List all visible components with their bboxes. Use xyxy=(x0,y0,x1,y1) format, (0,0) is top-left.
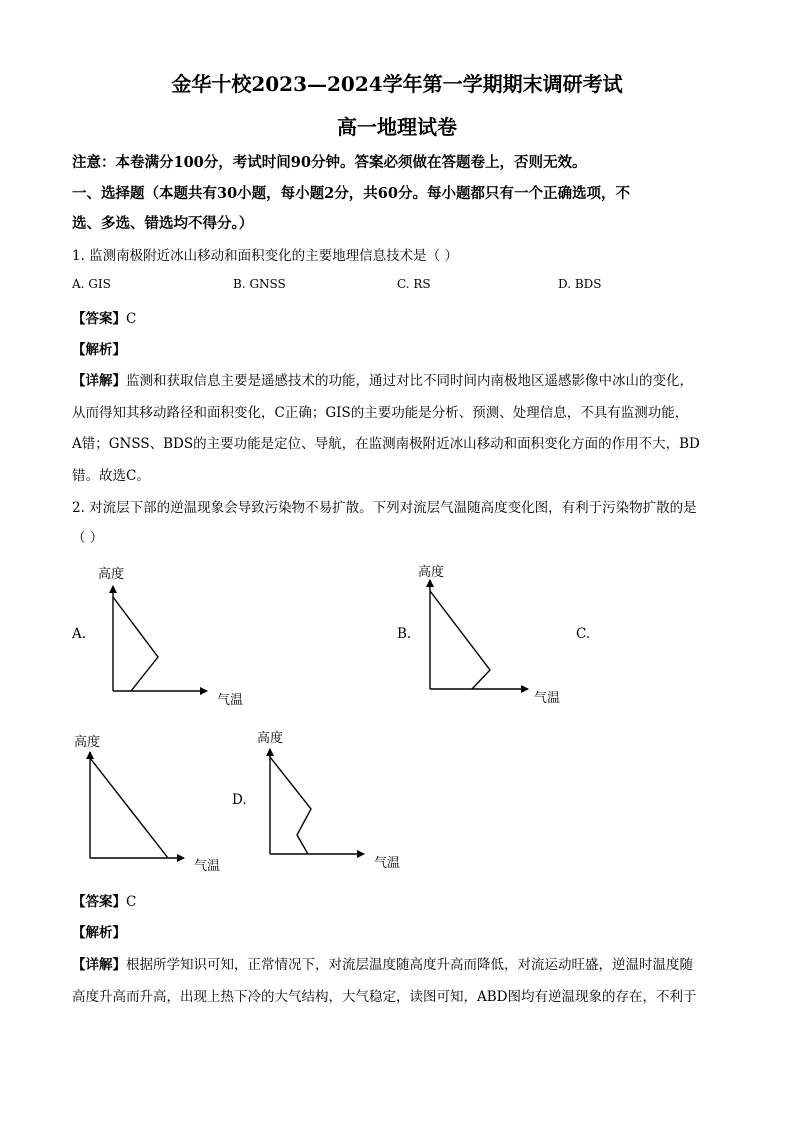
q2-graph-a xyxy=(95,562,255,712)
exam-title: 金华十校2023—2024学年第一学期期末调研考试 xyxy=(171,72,623,96)
q2-answer-value: C xyxy=(126,894,137,910)
q1-option-b: B. GNSS xyxy=(233,277,286,291)
q1-detail-text1: 监测和获取信息主要是遥感技术的功能，通过对比不同时间内南极地区遥感影像中冰山的变化， xyxy=(126,373,693,389)
q1-detail-line1 xyxy=(72,369,693,389)
q2-graph-b xyxy=(412,562,572,712)
q1-option-c: C. RS xyxy=(397,277,431,291)
graph-d-y-label: 高度 xyxy=(257,731,284,746)
graph-c-x-label: 气温 xyxy=(194,859,221,874)
q1-detail-tag: 【详解】 xyxy=(72,373,126,389)
q1-option-a: A. GIS xyxy=(72,277,111,291)
graph-c-y-label: 高度 xyxy=(74,735,101,750)
q2-analysis-tag: 【解析】 xyxy=(72,925,126,941)
q2-stem-line1: 2. 对流层下部的逆温现象会导致污染物不易扩散。下列对流层气温随高度变化图，有利于污染物扩散的是 xyxy=(72,500,697,516)
q1-answer-tag: 【答案】 xyxy=(72,311,126,327)
q2-option-c-label: C. xyxy=(576,626,591,642)
graph-a-temp-curve xyxy=(113,597,158,691)
q1-detail-line3: A错；GNSS、BDS的主要功能是定位、导航，在监测南极附近冰山移动和面积变化方面的作用不大，BD xyxy=(72,436,700,452)
q2-stem-line2: （ ） xyxy=(72,530,104,546)
graph-c-temp-curve xyxy=(90,758,168,858)
q1-analysis-tag: 【解析】 xyxy=(72,342,126,358)
q2-answer-tag: 【答案】 xyxy=(72,894,126,910)
graph-b-x-label: 气温 xyxy=(534,691,561,706)
section-heading-line2: 选、多选、错选均不得分。） xyxy=(72,215,254,232)
q2-graph-d xyxy=(252,727,412,877)
q2-detail-line2: 高度升高而升高，出现上热下冷的大气结构，大气稳定，读图可知，ABD图均有逆温现象的存在，不利于 xyxy=(72,989,697,1005)
q2-detail-tag: 【详解】 xyxy=(72,957,126,973)
q2-option-b-label: B. xyxy=(397,626,412,642)
graph-d-x-label: 气温 xyxy=(374,856,401,871)
q1-answer-line xyxy=(72,307,136,327)
section-heading-line1: 一、选择题（本题共有30小题，每小题2分，共60分。每小题都只有一个正确选项，不 xyxy=(72,185,630,202)
q2-graph-c xyxy=(72,730,232,880)
q1-answer-value: C xyxy=(126,311,137,327)
q2-detail-text1: 根据所学知识可知，正常情况下，对流层温度随高度升高而降低，对流运动旺盛，逆温时温度随 xyxy=(126,957,693,973)
q1-detail-line2: 从而得知其移动路径和面积变化，C正确；GIS的主要功能是分析、预测、处理信息，不具有监测功能， xyxy=(72,405,689,421)
graph-a-y-label: 高度 xyxy=(98,567,125,582)
graph-b-y-label: 高度 xyxy=(418,565,445,580)
graph-b-temp-curve xyxy=(430,591,490,689)
q2-answer-line xyxy=(72,890,136,910)
graph-d-temp-curve xyxy=(270,757,311,854)
q2-option-a-label: A. xyxy=(72,626,87,642)
exam-subtitle: 高一地理试卷 xyxy=(337,115,457,139)
q1-detail-line4: 错。故选C。 xyxy=(72,468,150,484)
q1-stem: 1. 监测南极附近冰山移动和面积变化的主要地理信息技术是（ ） xyxy=(72,248,458,264)
q2-detail-line1 xyxy=(72,953,693,973)
graph-a-x-label: 气温 xyxy=(217,693,244,708)
q1-option-d: D. BDS xyxy=(558,277,602,291)
q2-option-d-label: D. xyxy=(232,792,247,808)
notice-text: 注意：本卷满分100分，考试时间90分钟。答案必须做在答题卷上，否则无效。 xyxy=(72,154,587,171)
